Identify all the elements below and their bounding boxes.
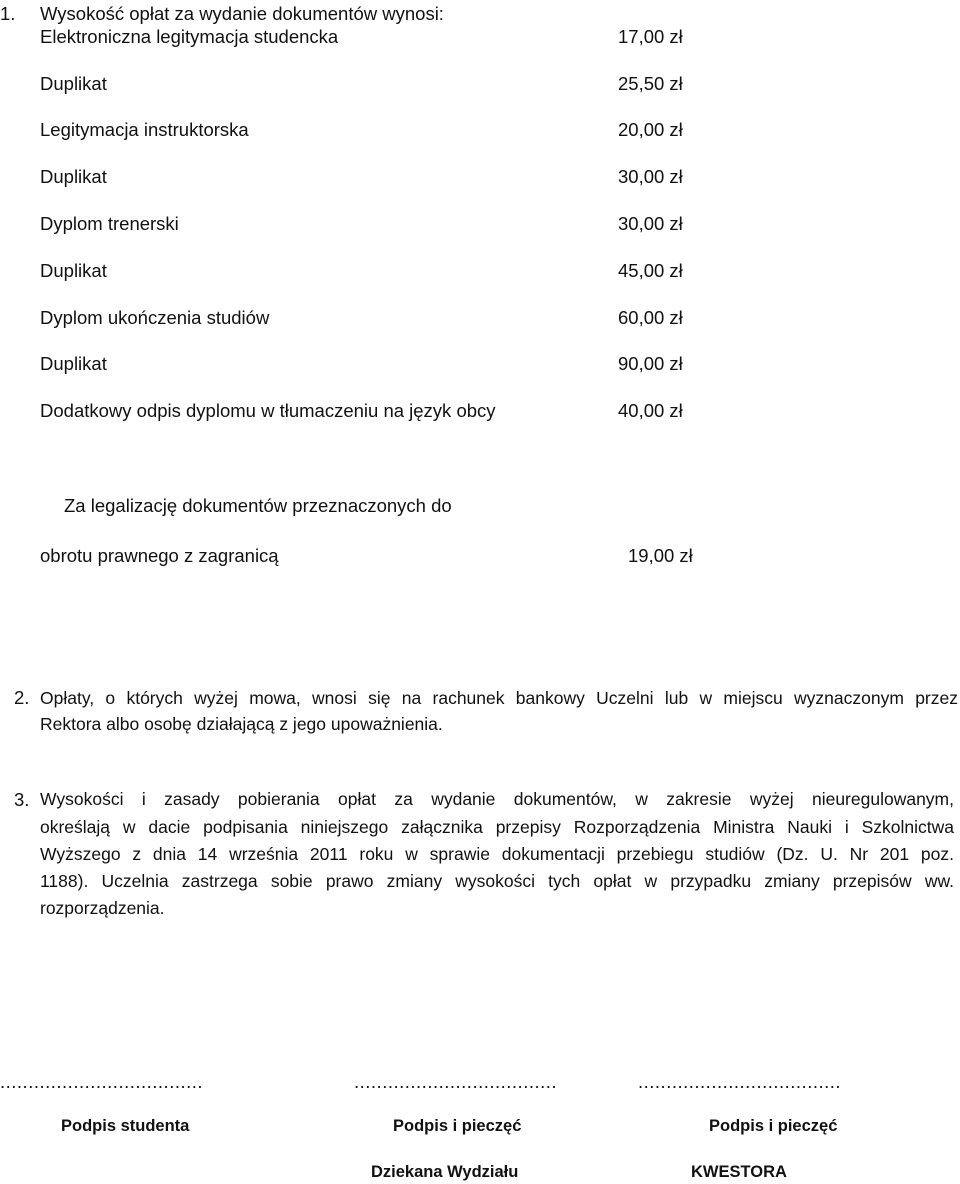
- section-2-line-1: Opłaty, o których wyżej mowa, wnosi się na rachunek bankowy Uczelni lub w miejscu wyznaczonym przez: [40, 688, 958, 708]
- section-2-number: 2.: [14, 687, 30, 708]
- fee-label: Legitymacja instruktorska: [40, 119, 249, 140]
- signature-role-dean: Dziekana Wydziału: [371, 1163, 519, 1181]
- fee-label: Duplikat: [40, 260, 107, 281]
- section-3-line-2: określają w dacie podpisania niniejszego załącznika przepisy Rozporządzenia Ministra Nauki i Szkolnictwa: [40, 817, 954, 837]
- fee-label: Dyplom ukończenia studiów: [40, 307, 270, 328]
- fee-amount: 60,00 zł: [618, 307, 683, 328]
- fee-label: Dodatkowy odpis dyplomu w tłumaczeniu na język obcy: [40, 400, 496, 421]
- signature-line-dean: ....................................: [354, 1071, 558, 1092]
- fee-amount: 20,00 zł: [618, 119, 683, 140]
- section-3-line-5: rozporządzenia.: [40, 898, 165, 918]
- fee-amount: 90,00 zł: [618, 353, 683, 374]
- legalization-amount: 19,00 zł: [628, 545, 693, 566]
- legalization-label-line-1: Za legalizację dokumentów przeznaczonych do: [64, 495, 452, 516]
- fee-label: Duplikat: [40, 73, 107, 94]
- signature-label-dean: Podpis i pieczęć: [393, 1117, 522, 1135]
- fee-label: Duplikat: [40, 353, 107, 374]
- section-2-line-2: Rektora albo osobę działającą z jego upoważnienia.: [40, 714, 443, 734]
- section-3-line-3: Wyższego z dnia 14 września 2011 roku w sprawie dokumentacji przebiegu studiów (Dz. U. Nr 201 poz.: [40, 844, 954, 864]
- signature-line-student: ....................................: [0, 1071, 204, 1092]
- fee-amount: 25,50 zł: [618, 73, 683, 94]
- signature-label-bursar: Podpis i pieczęć: [709, 1117, 838, 1135]
- fee-amount: 45,00 zł: [618, 260, 683, 281]
- section-3-number: 3.: [14, 789, 30, 810]
- signature-role-bursar: KWESTORA: [691, 1163, 787, 1181]
- fee-amount: 40,00 zł: [618, 400, 683, 421]
- fee-amount: 17,00 zł: [618, 26, 683, 47]
- fee-amount: 30,00 zł: [618, 166, 683, 187]
- legalization-label-line-2: obrotu prawnego z zagranicą: [40, 545, 279, 566]
- fee-label: Elektroniczna legitymacja studencka: [40, 26, 339, 47]
- section-3-line-1: Wysokości i zasady pobierania opłat za wydanie dokumentów, w zakresie wyżej nieuregulowanym,: [40, 789, 954, 809]
- section-1-number: 1.: [0, 3, 16, 24]
- fee-amount: 30,00 zł: [618, 213, 683, 234]
- fee-label: Dyplom trenerski: [40, 213, 179, 234]
- section-3-line-4: 1188). Uczelnia zastrzega sobie prawo zmiany wysokości tych opłat w przypadku zmiany przepisów ww.: [40, 871, 954, 891]
- signature-line-bursar: ....................................: [638, 1071, 842, 1092]
- section-1-heading: Wysokość opłat za wydanie dokumentów wynosi:: [40, 3, 444, 24]
- signature-label-student: Podpis studenta: [61, 1117, 190, 1135]
- fee-label: Duplikat: [40, 166, 107, 187]
